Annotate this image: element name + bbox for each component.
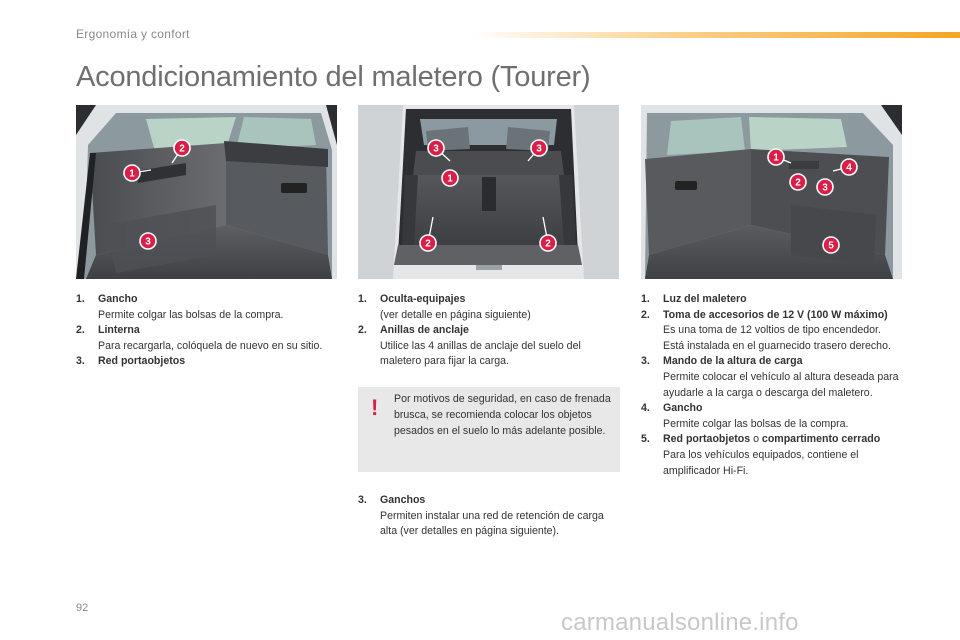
item-title: Linterna	[98, 324, 140, 337]
item-description: Permite colocar el vehículo al altura deseada para ayudarle a la carga o descarga del maletero.	[663, 370, 899, 399]
callout-5: 5	[828, 240, 834, 252]
watermark: carmanualsonline.info	[561, 609, 799, 636]
item-number: 2.	[641, 308, 650, 321]
legend-item	[358, 493, 620, 540]
item-number: 2.	[358, 324, 367, 337]
item-description: Permite colgar las bolsas de la compra.	[98, 308, 284, 321]
callout-2: 2	[795, 177, 801, 189]
legend-item	[358, 292, 620, 323]
item-description: Para recargarla, colóquela de nuevo en su sitio.	[98, 339, 323, 352]
callout-1: 1	[773, 152, 779, 164]
page-number: 92	[76, 602, 89, 614]
item-title: Gancho	[98, 293, 138, 305]
callout-3: 3	[145, 236, 151, 248]
legend-column-3	[641, 292, 903, 479]
warning-text: Por motivos de seguridad, en caso de frenada brusca, se recomienda colocar los objetos pesados en el suelo lo más adelante posible.	[394, 393, 611, 437]
item-title: Anillas de anclaje	[380, 324, 469, 337]
item-description: Permiten instalar una red de retención de carga alta (ver detalles en página siguiente).	[380, 509, 604, 538]
item-title-part2: compartimento cerrado	[761, 433, 881, 446]
callout-1: 1	[447, 173, 453, 185]
item-description: Para los vehículos equipados, contiene el amplificador Hi-Fi.	[663, 448, 859, 477]
trunk-photo-rear	[358, 105, 619, 279]
item-number: 2.	[76, 324, 85, 337]
page-title: Acondicionamiento del maletero (Tourer)	[76, 61, 591, 93]
legend-item	[76, 323, 336, 354]
header-accent-bar	[470, 32, 960, 38]
callout-4: 4	[846, 162, 852, 174]
item-description: Permite colgar las bolsas de la compra.	[663, 417, 849, 430]
item-description: (ver detalle en página siguiente)	[380, 308, 531, 321]
item-title: Red portaobjetos	[98, 355, 186, 368]
item-number: 3.	[76, 355, 85, 368]
item-number: 5.	[641, 433, 650, 446]
item-title: Gancho	[663, 402, 703, 415]
item-title: Toma de accesorios de 12 V (100 W máximo)	[663, 308, 888, 321]
item-number: 1.	[358, 293, 367, 305]
callout-2a: 2	[425, 238, 431, 250]
callout-2: 2	[179, 143, 185, 155]
safety-warning-box	[358, 387, 620, 472]
callout-3a: 3	[433, 143, 439, 155]
item-title-connector: o	[753, 433, 759, 446]
trunk-photo-left-side	[76, 105, 337, 279]
legend-column-1	[76, 292, 336, 370]
item-title: Oculta-equipajes	[380, 293, 466, 305]
callout-3b: 3	[536, 143, 542, 155]
trunk-photo-right-side	[641, 105, 902, 279]
item-description: Utilice las 4 anillas de anclaje del suelo del maletero para fijar la carga.	[380, 339, 581, 368]
callout-1: 1	[129, 168, 135, 180]
legend-item	[358, 323, 620, 370]
item-number: 3.	[641, 355, 650, 368]
legend-item	[641, 308, 903, 355]
legend-column-2-continued	[358, 493, 620, 540]
callout-2b: 2	[545, 238, 551, 250]
item-description: Es una toma de 12 voltios de tipo encendedor. Está instalada en el guarnecido trasero derecho.	[663, 324, 891, 352]
legend-item	[641, 432, 903, 479]
item-title	[663, 432, 903, 448]
legend-item	[76, 292, 336, 323]
item-title: Luz del maletero	[663, 293, 747, 305]
legend-column-2	[358, 292, 620, 370]
warning-icon: !	[371, 395, 379, 420]
legend-item	[641, 292, 903, 308]
item-number: 3.	[358, 494, 367, 506]
item-title: Mando de la altura de carga	[663, 355, 803, 368]
item-number: 4.	[641, 402, 650, 415]
item-number: 1.	[76, 293, 85, 305]
section-header: Ergonomía y confort	[76, 27, 190, 41]
legend-item	[76, 354, 336, 370]
item-title-part1: Red portaobjetos	[663, 433, 751, 446]
item-number: 1.	[641, 293, 650, 305]
legend-item	[641, 354, 903, 401]
legend-item	[641, 401, 903, 432]
callout-3: 3	[822, 182, 828, 194]
item-title: Ganchos	[380, 494, 426, 506]
